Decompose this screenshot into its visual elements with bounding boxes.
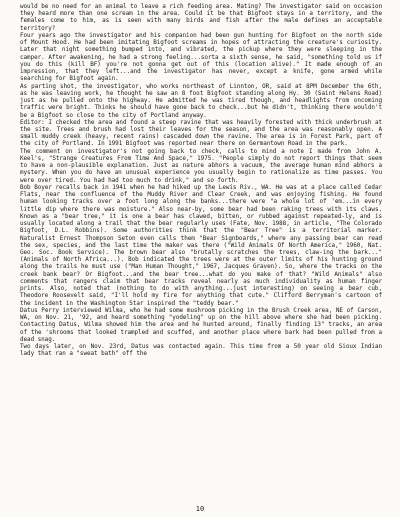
paragraph-8: Two days later, on Nov. 23rd, Datus was contacted again. This time from a 50 year old Sioux Indian lady that ran a "sweat bath" off the bbox=[20, 343, 382, 358]
paragraph-3: As parting shot, the investigator, who works northeast of Linnton, OR, said at 8PM December the 6th, as he was leaving work, he thought he saw an 8 foot Bigfoot standing along Hy. 30 (Saint Helens Road) just as he pulled onto the highway. He admitted he was tired though, and headlights from oncoming traffic were bright. Thinks he should have gone back to check...but he didn't, thinking there wouldn't be a Bigfoot so close to the city of Portland anyway. bbox=[20, 82, 382, 119]
page-number: 10 bbox=[195, 505, 205, 513]
body-text bbox=[20, 3, 382, 357]
paragraph-1: would be no need for an animal to leave a rich feeding area. Mating? The investigator said on occasion they heard more than one scream in the area. Could it be that Bigfoot stays in a territory, and the females come to him, as is seen with many birds and fish after the male defines an acceptable territory? bbox=[20, 3, 382, 32]
paragraph-5: The comment on investigator's not going back to check, calls to mind a note I made from John A. Keel's, "Strange Creatures From Time And Space," 1975. "People simply do not report things that seem to have a non-plausible explanation. Just as nature abhors a vacuum, the average human mind abhors a mystery. When you do have an unusual experience you usually begin to rationalize as time passes. You were over tired. You had had too much to drink," and so forth. bbox=[20, 147, 382, 184]
paragraph-4: Editor: I checked the area and found a steep ravine that was heavily forested with thick underbrush at the site. Trees and brush had lost their leaves for the season, and the area was reasonably open. A small muddy creek (heavy, recent rains) cascaded down the ravine. The area is in Forest Park, part of the city of Portland. In 1991 Bigfoot was reported near there on Germantown Road in the park. bbox=[20, 118, 382, 148]
paragraph-6: Bob Boyer recalls back in 1941 when he had hiked up the Lewis Riv., WA. He was at a place called Cedar Flats, near the confluence of the Muddy River and Clear Creek, and was enjoying fishing. He found human looking tracks over a foot long along the banks...there were "a whole lot of 'em...in every little dip where there was moisture." Also near-by, some bear had been raking trees with its claws. Known as a "bear tree," it is one a bear has clawed, bitten, or rubbed against repeated-ly, and is usually located along a trail that the bear regularly uses (Fate, Nov. 1988, in article, "The Colorado Bigfoot, D.L. Robbins). Some authorities think that the "Bear Tree" is a territorial marker. Naturalist Ernest Thompson Seton even calls them "Bear Signboards," where any passing bear can read the sex, species, and the last time the maker was there ("Wild Animals Of North America," 1960, Nat. Geo. Soc. Book Service). The brown bear also "brutally scratches the trees, claw-ing the bark..." (Animals of North Africa...). Bob indicated the trees were at the outer limits of his hunting ground along the trails he must use ("Man Human Thought," 1967, Jacques Graven). So, where the tracks on the creek bank bear? Or Bigfoot...and the bear tree...what do you make of that? "Wild Animals" also comments that rangers claim that bear tracks reveal nearly as much individuality as human finger prints. Also, noted that (nothing to do with anything...just interesting) on seeing a bear cub, Theodore Roosevelt said, "I'll hold my fire for anything that cute." Clifford Berryman's cartoon of the incident in the Washington Star inspired the "teddy bear." bbox=[20, 183, 382, 307]
paragraph-7: Datus Perry interviewed Wilma, who he had some mushroom picking in the Brush Creek area, NE of Carson, WA, on Nov. 21, '92, and heard something "yodeling" up on the hill above where she had been picking. Contacting Datus, Wilma showed him the area and he hunted around, finally finding 13" tracks, an area of the 'shrooms that looked trampled and scuffed, and another place where bark had been pulled from a dead snag. bbox=[20, 306, 382, 343]
paragraph-2: Four years ago the investigator and his companion had been gun hunting for Bigfoot on the north side of Mount Hood. He had been imitating Bigfoot screams in hopes of attracting the creature's curiosity. Later that night something bumped into, and vibrated, the pickup where they were sleeping in the camper. After awakening, he had a strong feeling...sorta a sixth sense, he said, "something told us if you do this (kill BF) you're not gonna get out of this (location alive)." It made enough of an impression, that they left...and the investigator has never, except a knife, gone armed while searching for Bigfoot again. bbox=[20, 31, 382, 83]
